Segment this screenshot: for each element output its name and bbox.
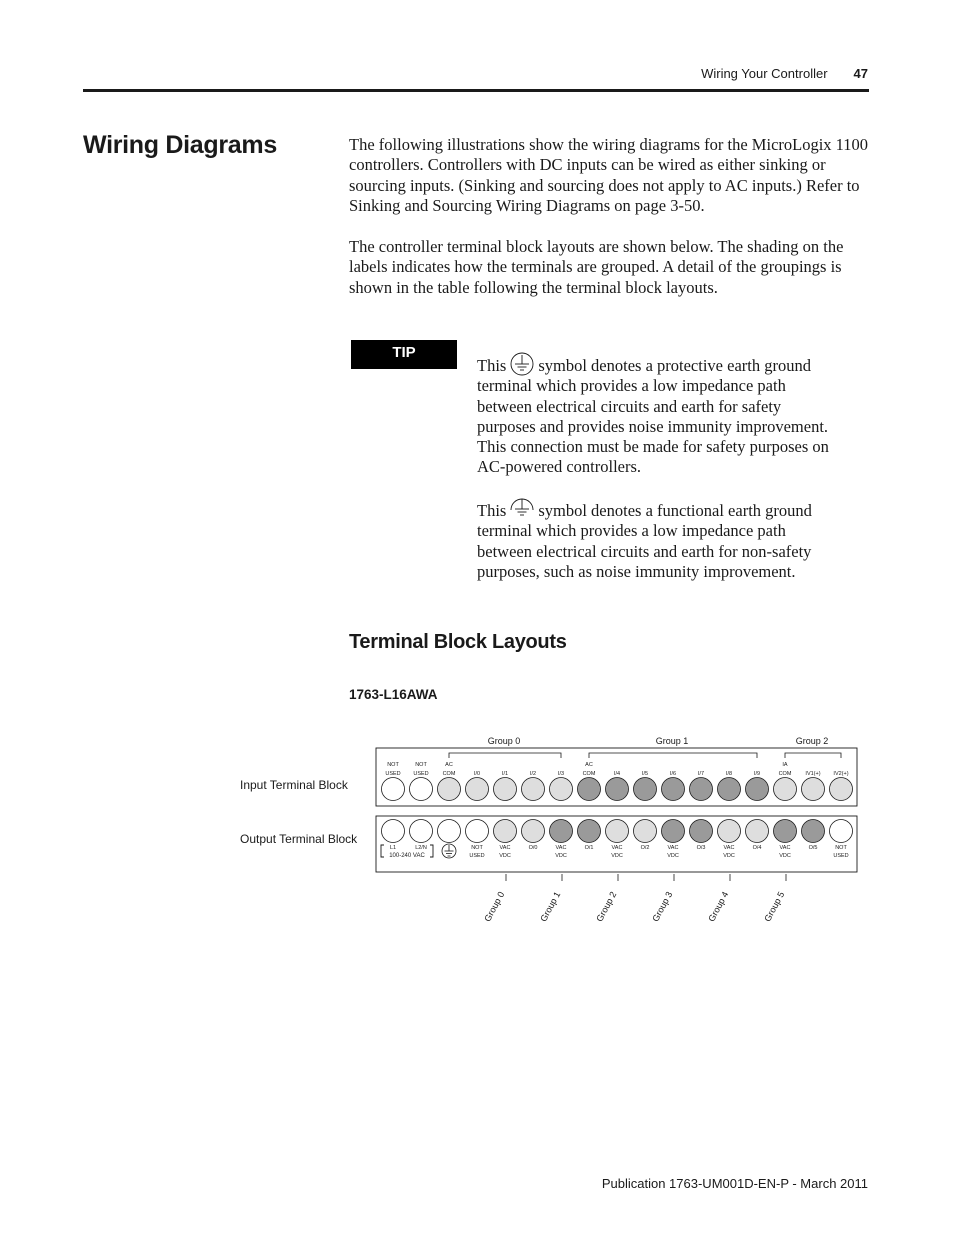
output-terminal-label: VAC [611,845,623,851]
input-group-0-bracket [449,753,561,758]
input-terminal-label: NOT [387,762,399,768]
output-terminal-label: O/5 [808,845,818,851]
terminal-block-diagram [230,725,870,925]
input-terminal-label: I/4 [613,771,621,777]
input-terminal-screw [830,778,853,801]
output-terminal-screw [578,820,601,843]
input-group-1-label: Group 1 [655,736,689,746]
input-terminal-screw [746,778,769,801]
input-terminals [382,762,853,801]
input-terminal-label: I/8 [725,771,733,777]
output-terminal-screw [690,820,713,843]
intro-paragraph: The following illustrations show the wiring diagrams for the MicroLogix 1100 controllers. Controllers with DC inputs can be wired as either sinking or sourcing inputs. (Sinking and sourcing does not apply to AC inputs.) Refer to Sinking and Sourcing Wiring Diagrams on page 3-50. [349,135,869,215]
output-group-labels [482,874,786,923]
tip-text-1: symbol denotes a protective earth ground terminal which provides a low impedance path between electrical circuits and earth for safety purposes and provides noise immunity improvement. This connection must be made for safety purposes on AC-powered controllers. [477,356,829,477]
input-terminal-label: USED [413,771,429,777]
page-number: 47 [853,66,868,81]
output-terminal-label: VDC [611,853,623,859]
input-terminal-screw [802,778,825,801]
output-terminal-label: NOT [471,845,483,851]
output-group-label: Group 3 [650,889,675,924]
output-terminal-label: VAC [779,845,791,851]
output-terminal-screw [410,820,433,843]
input-terminal-screw [410,778,433,801]
output-terminals [382,820,853,860]
output-terminal-label: VDC [555,853,567,859]
output-terminal-screw [606,820,629,843]
input-terminal-label: AC [445,762,453,768]
output-terminal-label: O/4 [752,845,762,851]
header-rule [83,89,869,92]
input-terminal-screw [718,778,741,801]
input-terminal-label: I/0 [473,771,481,777]
protective-earth-ground-icon [508,352,536,376]
output-terminal-label: O/1 [584,845,594,851]
input-terminal-label: AC [585,762,593,768]
input-terminal-screw [382,778,405,801]
section-title: Wiring Diagrams [83,131,277,159]
input-group-0-label: Group 0 [487,736,521,746]
output-terminal-block-label: Output Terminal Block [240,832,358,846]
output-terminal-label: O/3 [696,845,706,851]
input-terminal-label: IA [782,762,788,768]
output-group-label: Group 4 [706,889,731,924]
output-terminal-label: L1 [389,845,397,851]
input-terminal-label: COM [582,771,596,777]
output-terminal-label: VDC [499,853,511,859]
output-terminal-label: VAC [499,845,511,851]
output-terminal-screw [718,820,741,843]
tip-label: TIP [351,340,457,369]
output-terminal-screw [382,820,405,843]
model-title: 1763-L16AWA [349,687,438,702]
input-terminal-label: NOT [415,762,427,768]
input-terminal-screw [494,778,517,801]
output-terminal-label: O/0 [528,845,538,851]
input-terminal-screw [438,778,461,801]
power-bracket-left [381,845,384,857]
input-terminal-label: USED [385,771,401,777]
layout-paragraph: The controller terminal block layouts are shown below. The shading on the labels indicates how the terminals are grouped. A detail of the groupings is shown in the table following the terminal block layouts. [349,237,844,297]
output-terminal-screw [494,820,517,843]
output-group-label: Group 5 [762,889,787,924]
input-terminal-screw [606,778,629,801]
input-terminal-label: IV2(+) [833,771,849,777]
output-terminal-screw [774,820,797,843]
output-terminal-label: VDC [779,853,791,859]
input-terminal-label: I/9 [753,771,761,777]
input-terminal-label: I/1 [501,771,509,777]
subsection-title: Terminal Block Layouts [349,631,567,653]
output-terminal-screw [522,820,545,843]
input-terminal-label: I/3 [557,771,565,777]
input-terminal-label: I/5 [641,771,649,777]
output-terminal-label: VAC [723,845,735,851]
input-group-2-label: Group 2 [795,736,829,746]
output-terminal-label: VAC [555,845,567,851]
footer-publication: Publication 1763-UM001D-EN-P - March 2011 [601,1176,868,1191]
input-group-2-bracket [785,753,841,758]
input-terminal-screw [466,778,489,801]
power-bracket-right [430,845,433,857]
output-group-label: Group 2 [594,889,619,924]
output-terminal-screw [550,820,573,843]
output-terminal-screw [802,820,825,843]
input-terminal-screw [774,778,797,801]
output-terminal-screw [634,820,657,843]
input-terminal-screw [690,778,713,801]
input-terminal-block-label: Input Terminal Block [240,778,348,792]
protective-earth-ground-icon [442,844,456,858]
input-terminal-label: COM [442,771,456,777]
tip-this-1: This [477,356,507,375]
output-terminal-screw [830,820,853,843]
tip-functional-earth [477,497,837,582]
output-terminal-screw [438,820,461,843]
input-terminal-screw [634,778,657,801]
output-group-label: Group 1 [538,889,563,924]
output-group-label: Group 0 [482,889,507,924]
output-terminal-label: VDC [667,853,679,859]
input-terminal-screw [578,778,601,801]
input-terminal-screw [662,778,685,801]
input-terminal-label: IV1(+) [805,771,821,777]
tip-this-2: This [477,501,507,520]
tip-protective-earth [477,352,837,478]
output-terminal-label: VAC [667,845,679,851]
input-terminal-label: COM [778,771,792,777]
tip-text-2: symbol denotes a functional earth ground terminal which provides a low impedance path between electrical circuits and earth for non-safety purposes, such as noise immunity improvement. [477,501,812,581]
input-terminal-label: I/7 [697,771,705,777]
output-terminal-label: O/2 [640,845,650,851]
power-range-label: 100-240 VAC [389,853,425,859]
output-terminal-label: NOT [835,845,847,851]
output-terminal-screw [466,820,489,843]
input-group-1-bracket [589,753,757,758]
running-header [701,66,868,81]
output-terminal-label: VDC [723,853,735,859]
output-terminal-label: L2/N [415,845,427,851]
output-terminal-screw [746,820,769,843]
functional-earth-ground-icon [508,497,536,521]
output-terminal-label: USED [833,853,849,859]
input-terminal-label: I/2 [529,771,537,777]
output-terminal-label: USED [469,853,485,859]
output-terminal-screw [662,820,685,843]
header-section: Wiring Your Controller [701,66,828,81]
input-terminal-screw [522,778,545,801]
input-terminal-screw [550,778,573,801]
input-terminal-label: I/6 [669,771,677,777]
